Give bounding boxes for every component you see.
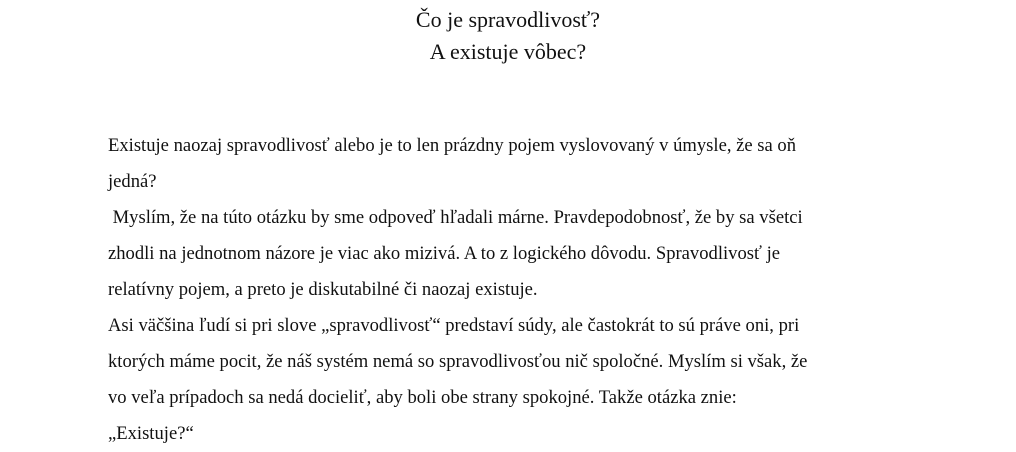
text-line: „Existuje?“ [108,423,194,444]
text-line: ktorých máme pocit, že náš systém nemá so spravodlivosťou nič spoločné. Myslím si však, že [108,351,808,372]
title-line-2: A existuje vôbec? [429,39,587,64]
document-title [0,4,1016,68]
body-text [108,128,898,452]
text-line: vo veľa prípadoch sa nedá docieliť, aby boli obe strany spokojné. Takže otázka znie: [108,387,737,408]
text-line: Existuje naozaj spravodlivosť alebo je to len prázdny pojem vyslovovaný v úmysle, že sa oň [108,135,797,156]
text-line: jedná? [108,171,157,192]
text-line: Myslím, že na túto otázku by sme odpoveď hľadali márne. Pravdepodobnosť, že by sa všetci [108,207,803,228]
text-line: zhodli na jednotnom názore je viac ako mizivá. A to z logického dôvodu. Spravodlivosť je [108,243,780,264]
text-line: Asi väčšina ľudí si pri slove „spravodlivosť“ predstaví súdy, ale častokrát to sú práve oni, pri [108,315,800,336]
text-line: relatívny pojem, a preto je diskutabilné či naozaj existuje. [108,279,538,300]
title-line-1: Čo je spravodlivosť? [415,7,601,32]
